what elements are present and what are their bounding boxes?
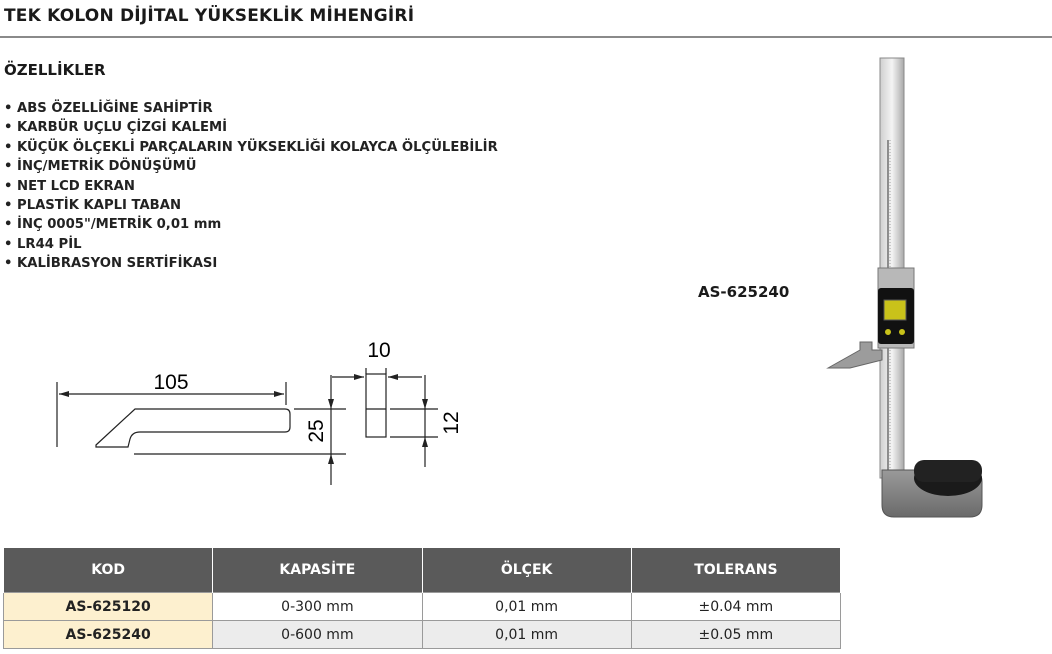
column-header-code: KOD [4,548,213,593]
feature-item: • LR44 PİL [4,235,498,254]
height-gauge-image [820,50,990,520]
scriber-dimension-drawing [40,335,470,495]
cell-tolerance: ±0.04 mm [631,593,840,621]
page-title: TEK KOLON DİJİTAL YÜKSEKLİK MİHENGİRİ [4,6,415,26]
cell-code: AS-625120 [4,593,213,621]
cell-scale: 0,01 mm [422,593,631,621]
feature-item: • İNÇ 0005"/METRİK 0,01 mm [4,215,498,234]
cell-code: AS-625240 [4,621,213,649]
dimension-height-label: 25 [305,419,328,443]
features-list [4,99,498,274]
cell-capacity: 0-300 mm [213,593,422,621]
feature-item: • ABS ÖZELLİĞİNE SAHİPTİR [4,99,498,118]
dimension-tip-width-label: 10 [367,339,391,362]
table-row [4,593,841,621]
scriber-outline [96,409,290,447]
feature-item: • KARBÜR UÇLU ÇİZGİ KALEMİ [4,118,498,137]
feature-item: • KÜÇÜK ÖLÇEKLİ PARÇALARIN YÜKSEKLİĞİ KOLAYCA ÖLÇÜLEBİLİR [4,138,498,157]
title-divider [0,36,1052,38]
product-model-label: AS-625240 [698,283,790,301]
dimension-tip-height-label: 12 [440,411,463,435]
feature-item: • KALİBRASYON SERTİFİKASI [4,254,498,273]
feature-item: • NET LCD EKRAN [4,177,498,196]
feature-item: • İNÇ/METRİK DÖNÜŞÜMÜ [4,157,498,176]
cell-scale: 0,01 mm [422,621,631,649]
cell-tolerance: ±0.05 mm [631,621,840,649]
spec-table [3,547,841,649]
table-row [4,621,841,649]
dimension-length-label: 105 [153,371,189,394]
feature-item: • PLASTİK KAPLI TABAN [4,196,498,215]
column-header-scale: ÖLÇEK [422,548,631,593]
table-header-row [4,548,841,593]
cell-capacity: 0-600 mm [213,621,422,649]
features-heading: ÖZELLİKLER [4,61,106,79]
column-header-tolerance: TOLERANS [631,548,840,593]
scriber-cross-section [366,374,386,437]
column-header-capacity: KAPASİTE [213,548,422,593]
